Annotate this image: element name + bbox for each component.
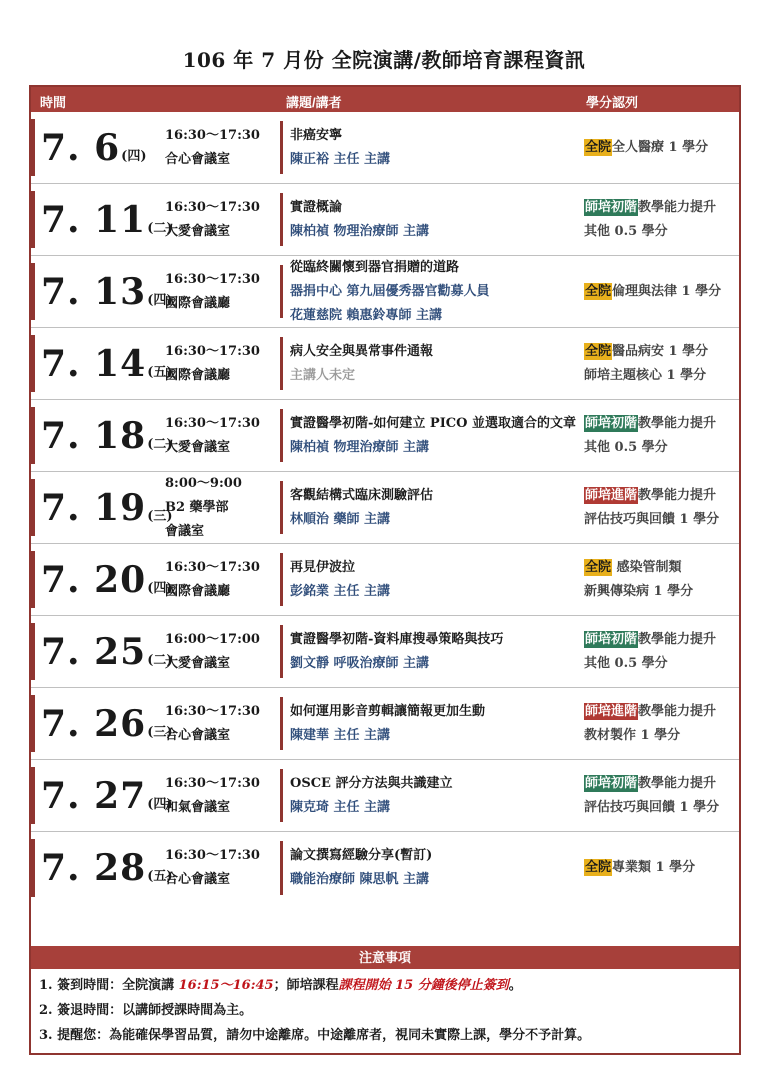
credit-line-1: [584, 340, 739, 364]
session-date: [41, 487, 173, 529]
credit-category: 教學能力提升: [638, 703, 717, 719]
session-time: 16:30～17:30: [165, 559, 260, 575]
time-location: [165, 124, 260, 172]
credit-category: 全人醫療 1 學分: [612, 139, 709, 155]
credit-category: 教學能力提升: [638, 775, 717, 791]
credit-cell: [584, 772, 739, 820]
credit-cell: [584, 136, 739, 160]
topic-cell: [290, 844, 580, 892]
credit-badge: 全院: [585, 559, 612, 575]
note-signin: [39, 973, 739, 998]
credit-line-1: [584, 772, 739, 796]
day-of-week: (五): [147, 869, 173, 884]
credit-category: 倫理與法律 1 學分: [612, 283, 722, 299]
schedule-row: [31, 328, 739, 400]
credit-badge: 全院: [585, 343, 612, 359]
topic-title: 論文撰寫經驗分享(暫訂): [290, 848, 433, 863]
header-time: 時間: [40, 95, 67, 110]
credit-cell: [584, 484, 739, 532]
credit-line-2: 師培主題核心 1 學分: [584, 367, 707, 383]
day-of-week: (五): [147, 364, 173, 380]
credit-badge: 全院: [585, 283, 612, 299]
topic-title: 從臨終關懷到器官捐贈的道路: [290, 259, 460, 275]
day-of-week: (四): [147, 292, 173, 308]
session-date: [41, 127, 146, 169]
credit-cell: [584, 556, 739, 604]
date-number: 7. 27: [41, 774, 147, 817]
topic-title: 再見伊波拉: [290, 559, 356, 575]
schedule-row: [31, 112, 739, 184]
date-number: 7. 25: [41, 630, 147, 673]
session-time: 8:00～9:00: [165, 475, 242, 491]
credit-badge: 全院: [585, 860, 612, 875]
session-time: 16:30～17:30: [165, 848, 260, 863]
day-of-week: (三): [147, 508, 173, 524]
credit-line-1: [584, 700, 739, 724]
row-accent-bar: [31, 119, 35, 176]
time-location: [165, 340, 260, 388]
note-signout: 2. 簽退時間：以講師授課時間為主。: [39, 1003, 253, 1018]
session-time: 16:30～17:30: [165, 775, 260, 791]
topic-title: 實證醫學初階-資料庫搜尋策略與技巧: [290, 631, 504, 647]
date-number: 7. 13: [41, 270, 147, 313]
session-time: 16:30～17:30: [165, 343, 260, 359]
room: 大愛會議室: [165, 655, 231, 671]
session-date: [41, 847, 173, 889]
topic-title: 實證醫學初階-如何建立 PICO 並選取適合的文章: [290, 415, 576, 431]
day-of-week: (四): [147, 580, 173, 596]
credit-line-1: [584, 280, 739, 304]
topic-cell: [290, 628, 580, 676]
time-location: [165, 412, 260, 460]
schedule-row: [31, 616, 739, 688]
credit-badge: 師培進階: [585, 703, 638, 719]
credit-line-1: [584, 628, 739, 652]
topic-cell: [290, 196, 580, 244]
time-location: [165, 700, 260, 748]
row-accent-bar: [31, 551, 35, 608]
credit-line-2: 其他 0.5 學分: [584, 223, 668, 239]
credit-cell: [584, 628, 739, 676]
topic-divider: [280, 193, 283, 246]
credit-badge: 師培進階: [585, 487, 638, 503]
credit-badge: 師培初階: [585, 631, 638, 647]
credit-cell: [584, 700, 739, 748]
schedule-table: [29, 85, 741, 1055]
note-signin-end: 。: [508, 978, 522, 993]
credit-category: 專業類 1 學分: [612, 860, 696, 875]
credit-line-2: 其他 0.5 學分: [584, 439, 668, 455]
session-date: [41, 631, 173, 673]
topic-divider: [280, 553, 283, 606]
session-date: [41, 199, 173, 241]
room: B2 藥學部: [165, 499, 229, 515]
session-date: [41, 271, 173, 313]
row-accent-bar: [31, 695, 35, 752]
credit-category: 教學能力提升: [638, 631, 717, 647]
topic-title: 如何運用影音剪輯讓簡報更加生動: [290, 703, 486, 719]
table-header: [31, 87, 739, 112]
topic-cell: [290, 124, 580, 172]
topic-divider: [280, 265, 283, 318]
schedule-row: [31, 832, 739, 904]
credit-line-2: 新興傳染病 1 學分: [584, 583, 694, 599]
credit-cell: [584, 196, 739, 244]
schedule-row: [31, 184, 739, 256]
date-number: 7. 18: [41, 414, 147, 457]
credit-line-1: [584, 484, 739, 508]
topic-cell: [290, 484, 580, 532]
day-of-week: (四): [147, 796, 173, 812]
topic-title: 實證概論: [290, 199, 343, 215]
session-time: 16:00～17:00: [165, 631, 260, 647]
topic-cell: [290, 556, 580, 604]
date-number: 7. 20: [41, 558, 147, 601]
note-signin-mid: ；師培課程: [273, 978, 339, 993]
credit-category: 教學能力提升: [638, 487, 717, 503]
credit-line-1: [584, 196, 739, 220]
credit-line-2: 評估技巧與回饋 1 學分: [584, 799, 720, 815]
schedule-row: [31, 472, 739, 544]
topic-cell: [290, 340, 580, 388]
header-credit: 學分認列: [586, 95, 639, 110]
room: 國際會議廳: [165, 295, 231, 311]
day-of-week: (四): [121, 148, 147, 164]
speaker-line-2: 花蓮慈院 賴惠鈴專師 主講: [290, 307, 443, 323]
speaker: 彭銘業 主任 主講: [290, 583, 391, 599]
row-accent-bar: [31, 479, 35, 536]
room: 大愛會議室: [165, 223, 231, 239]
note-signin-deadline: 課程開始 15 分鐘後停止簽到: [338, 978, 509, 993]
notes-heading: 注意事項: [31, 946, 739, 969]
schedule-rows: [31, 112, 739, 904]
time-location: [165, 628, 260, 676]
room: 國際會議廳: [165, 583, 231, 599]
credit-line-2: 其他 0.5 學分: [584, 655, 668, 671]
topic-cell: [290, 700, 580, 748]
session-date: [41, 775, 173, 817]
time-location: [165, 472, 242, 544]
time-location: [165, 268, 260, 316]
time-location: [165, 772, 260, 820]
session-time: 16:30～17:30: [165, 127, 260, 143]
speaker: 陳克琦 主任 主講: [290, 799, 391, 815]
credit-badge: 師培初階: [585, 199, 638, 215]
speaker: 林順治 藥師 主講: [290, 511, 391, 527]
row-accent-bar: [31, 407, 35, 464]
credit-line-1: [584, 856, 739, 880]
row-accent-bar: [31, 263, 35, 320]
credit-category: 醫品病安 1 學分: [612, 343, 709, 359]
schedule-row: [31, 688, 739, 760]
credit-category: 教學能力提升: [638, 415, 717, 431]
speaker: 器捐中心 第九屆優秀器官勸募人員: [290, 283, 490, 299]
room: 合心會議室: [165, 151, 231, 167]
time-location: [165, 556, 260, 604]
topic-cell: [290, 412, 580, 460]
room-line-2: 會議室: [165, 523, 205, 539]
credit-line-1: [584, 136, 739, 160]
date-number: 7. 28: [41, 847, 147, 889]
session-date: [41, 559, 173, 601]
speaker: 陳正裕 主任 主講: [290, 151, 391, 167]
session-date: [41, 703, 173, 745]
topic-title: 客觀結構式臨床測驗評估: [290, 487, 434, 503]
session-time: 16:30～17:30: [165, 271, 260, 287]
credit-category: 感染管制類: [612, 559, 682, 575]
credit-cell: [584, 412, 739, 460]
topic-title: 非癌安寧: [290, 127, 343, 143]
topic-title: 病人安全與異常事件通報: [290, 343, 434, 359]
credit-line-2: 教材製作 1 學分: [584, 727, 681, 743]
speaker: 職能治療師 陳思帆 主講: [290, 872, 430, 887]
credit-line-2: 評估技巧與回饋 1 學分: [584, 511, 720, 527]
session-time: 16:30～17:30: [165, 199, 260, 215]
credit-badge: 師培初階: [585, 775, 638, 791]
schedule-row: [31, 544, 739, 616]
schedule-row: [31, 256, 739, 328]
topic-divider: [280, 625, 283, 678]
speaker: 陳柏禎 物理治療師 主講: [290, 439, 430, 455]
topic-divider: [280, 337, 283, 390]
speaker: 陳柏禎 物理治療師 主講: [290, 223, 430, 239]
note-signin-prefix: 1. 簽到時間：全院演講: [39, 978, 179, 993]
credit-badge: 師培初階: [585, 415, 638, 431]
room: 大愛會議室: [165, 439, 231, 455]
date-number: 7. 6: [41, 126, 121, 169]
header-topic: 講題/講者: [286, 95, 342, 110]
credit-cell: [584, 340, 739, 388]
schedule-row: [31, 400, 739, 472]
row-accent-bar: [31, 623, 35, 680]
session-date: [41, 343, 173, 385]
row-accent-bar: [31, 839, 35, 897]
topic-divider: [280, 697, 283, 750]
date-number: 7. 11: [41, 198, 147, 241]
speaker: 劉文靜 呼吸治療師 主講: [290, 655, 430, 671]
day-of-week: (二): [147, 220, 173, 236]
schedule-row: [31, 760, 739, 832]
topic-divider: [280, 769, 283, 822]
topic-divider: [280, 409, 283, 462]
row-accent-bar: [31, 335, 35, 392]
credit-line-1: [584, 556, 739, 580]
room: 和氣會議室: [165, 799, 231, 815]
note-reminder: 3. 提醒您：為能確保學習品質，請勿中途離席。中途離席者，視同未實際上課，學分不予計算。: [39, 1028, 591, 1043]
topic-title: OSCE 評分方法與共識建立: [290, 775, 453, 791]
page-title: 106 年 7 月份 全院演講/教師培育課程資訊: [182, 48, 586, 72]
session-time: 16:30～17:30: [165, 703, 260, 719]
time-location: [165, 196, 260, 244]
credit-badge: 全院: [585, 139, 612, 155]
time-location: [165, 844, 260, 892]
day-of-week: (二): [147, 436, 173, 452]
date-number: 7. 26: [41, 702, 147, 745]
topic-divider: [280, 481, 283, 534]
row-accent-bar: [31, 767, 35, 824]
row-accent-bar: [31, 191, 35, 248]
topic-divider: [280, 841, 283, 895]
credit-cell: [584, 856, 739, 880]
date-number: 7. 14: [41, 342, 147, 385]
speaker: 陳建華 主任 主講: [290, 727, 391, 743]
session-date: [41, 415, 173, 457]
room: 合心會議室: [165, 872, 231, 887]
room: 國際會議廳: [165, 367, 231, 383]
topic-cell: [290, 772, 580, 820]
room: 合心會議室: [165, 727, 231, 743]
date-number: 7. 19: [41, 486, 147, 529]
day-of-week: (二): [147, 652, 173, 668]
topic-cell: [290, 256, 580, 328]
day-of-week: (三): [147, 724, 173, 740]
speaker: 主講人未定: [290, 367, 356, 383]
notes-list: [39, 973, 739, 1048]
credit-line-1: [584, 412, 739, 436]
session-time: 16:30～17:30: [165, 415, 260, 431]
credit-category: 教學能力提升: [638, 199, 717, 215]
topic-divider: [280, 121, 283, 174]
credit-cell: [584, 280, 739, 304]
note-signin-time: 16:15～16:45: [178, 978, 274, 993]
